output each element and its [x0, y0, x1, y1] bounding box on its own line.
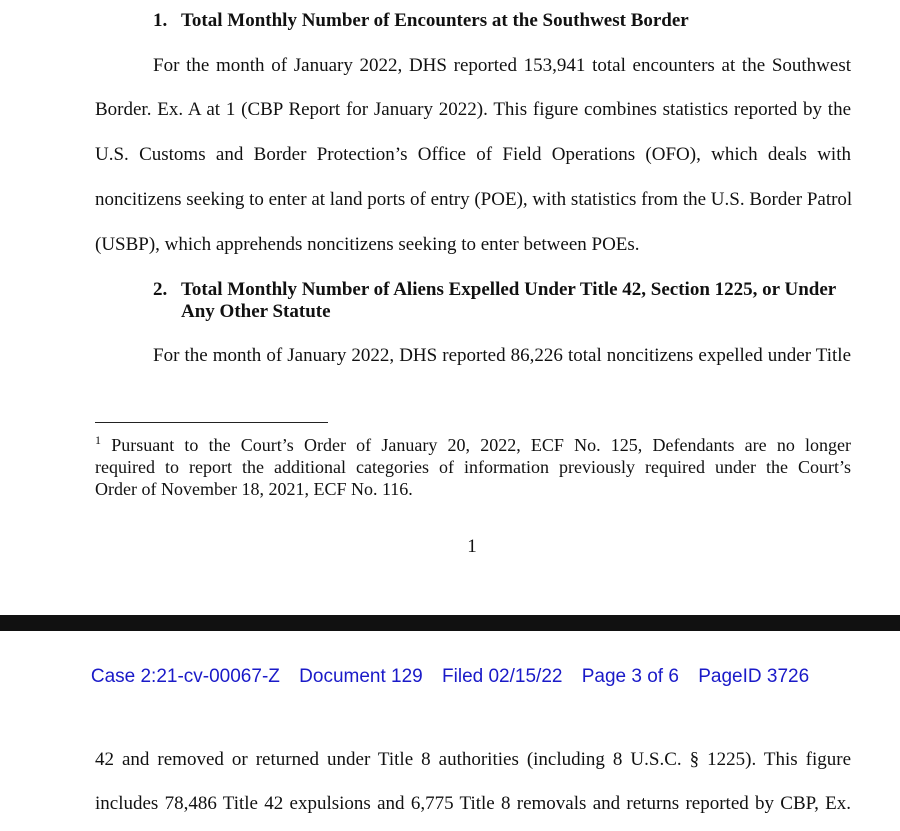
footnote-line-1: [95, 434, 851, 456]
footnote-line-3: Order of November 18, 2021, ECF No. 116.: [95, 479, 413, 499]
section-2-title-line-2: Any Other Statute: [181, 301, 331, 322]
ecf-document-number: Document 129: [299, 666, 423, 687]
ecf-page-id: PageID 3726: [698, 666, 810, 687]
section-2-heading: [153, 279, 853, 323]
footnote-separator: [95, 422, 328, 423]
paragraph-1-line-5: (USBP), which apprehends noncitizens seeking to enter between POEs.: [95, 234, 640, 255]
page-number: 1: [467, 536, 477, 557]
page-2-paragraph-line-1: 42 and removed or returned under Title 8 authorities (including 8 U.S.C. § 1225). This figure: [95, 749, 851, 770]
ecf-header: [0, 666, 900, 688]
footnote-line-2: required to report the additional categories of information previously required under the Court’s: [95, 457, 851, 477]
section-2-title-line-1: Total Monthly Number of Aliens Expelled Under Title 42, Section 1225, or Under: [181, 279, 837, 300]
section-1-number: 1.: [153, 10, 168, 31]
page-2-paragraph-line-2: includes 78,486 Title 42 expulsions and 6,775 Title 8 removals and returns reported by CBP, Ex.: [95, 793, 851, 814]
section-1-title: Total Monthly Number of Encounters at the Southwest Border: [181, 10, 689, 31]
paragraph-1-line-3: U.S. Customs and Border Protection’s Office of Field Operations (OFO), which deals with: [95, 144, 851, 165]
ecf-filed-date: Filed 02/15/22: [442, 666, 563, 687]
paragraph-2-line-1: For the month of January 2022, DHS reported 86,226 total noncitizens expelled under Title: [153, 345, 851, 366]
section-2-number: 2.: [153, 279, 168, 300]
footnote-text-line-1: Pursuant to the Court’s Order of January 20, 2022, ECF No. 125, Defendants are no longer: [111, 435, 851, 455]
ecf-case-number: Case 2:21-cv-00067-Z: [90, 666, 280, 687]
paragraph-1-line-1: For the month of January 2022, DHS reported 153,941 total encounters at the Southwest: [153, 55, 851, 76]
page-divider: [0, 615, 900, 631]
paragraph-1-line-2: Border. Ex. A at 1 (CBP Report for January 2022). This figure combines statistics reported by the: [95, 99, 851, 120]
paragraph-1-line-4: noncitizens seeking to enter at land ports of entry (POE), with statistics from the U.S. Border Patrol: [95, 189, 853, 210]
ecf-page-count: Page 3 of 6: [581, 666, 679, 687]
footnote-marker: 1: [95, 433, 101, 447]
